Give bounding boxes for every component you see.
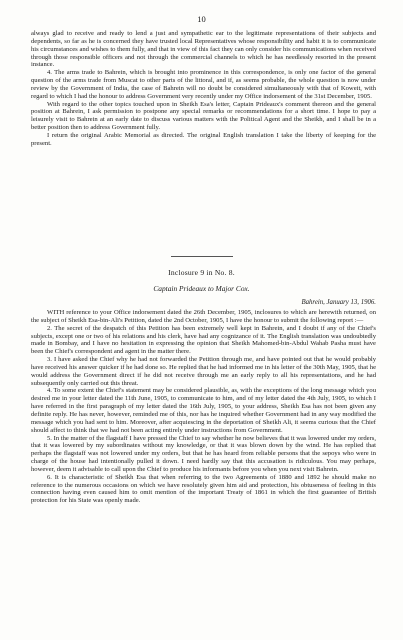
paragraph: 5. In the matter of the flagstaff I have pressed the Chief to say whether he now believes that it was lowered under my orders, that it was lowered by my subordinates without my knowledge, or that it was blown down by the wind. He has replied that perhaps the flagstaff was not lowered under my orders, but that he has heard from reliable persons that the sepoys who were in charge of the house had intentionally pulled it down. I need hardly say that this accusation is ridiculous. You may perhaps, however, deem it advisable to call upon the Chief to produce his informants before you when you next visit Bahrein.: [31, 434, 376, 473]
letter-dateline: Bahrein, January 13, 1906.: [301, 299, 376, 306]
paragraph: 4. To some extent the Chief's statement may be considered plausible, as, with the exceptions of the long message which you desired me in your letter dated the 11th June, 1905, to communicate to him, and of my letter dated the 4th July, 1905, to which I have referred in the first paragraph of my letter dated the 16th July, 1905, to your address, Sheikh Esa has not been given any definite reply. He has never, however, reminded me of this, nor has he inquired whether Government had in any way modified the message which you had sent to him. Moreover, after acquiescing in the deportation of Sheikh Ali, it seems curious that the Chief should affect to think that we had not been acting entirely under instructions from Government.: [31, 387, 376, 434]
section-divider: [171, 256, 233, 257]
letter-subheading: Captain Prideaux to Major Cox.: [153, 284, 250, 293]
paragraph: always glad to receive and ready to lend a just and sympathetic ear to the legitimate representations of their subjects and dependents, so far as he is concerned they have trusted local Representatives whose responsibility and habit it is to communicate his circumstances and wishes to them fully, and that in view of this fact they can only consider his communications when received through those responsible officers and not through the commercial channels to which he has needlessly resorted in the present instance.: [31, 30, 376, 69]
paragraph: With regard to the other topics touched upon in Sheikh Esa's letter, Captain Prideaux's comment thereon and the general position at Bahrein, I ask permission to postpone any special remarks or recommendations for a short time. I hope to pay a leisurely visit to Bahrein at an early date to discuss various matters with the Political Agent and the Sheikh, and I shall be in a better position then to address Government fully.: [31, 100, 376, 132]
paragraph: 6. It is characteristic of Sheikh Esa that when referring to the two Agreements of 1880 and 1892 he should make no reference to the numerous occasions on which we have resolutely given him aid and protection, his obtuseness of feeling in this connection having even caused him to omit mention of the important Treaty of 1861 in which the first guarantee of British protection for his State was openly made.: [31, 473, 376, 505]
paragraph: I return the original Arabic Memorial as directed. The original English translation I take the liberty of keeping for the present.: [31, 131, 376, 147]
letter-body: [31, 309, 376, 505]
page-number: 10: [197, 14, 206, 24]
paragraph: 2. The secret of the despatch of this Petition has been extremely well kept in Bahrein, and I doubt if any of the Chief's subjects, except one or two of his relations and his clerk, have had any cognizance of it. The English translation was undoubtedly made in Bombay, and I have no hesitation in expressing the opinion that Sheikh Mahomed-bin-Abdul Wahab Pasha must have been the Chief's correspondent and agent in the matter there.: [31, 324, 376, 356]
paragraph: WITH reference to your Office indorsement dated the 26th December, 1905, inclosures to which are herewith returned, on the subject of Sheikh Esa-bin-Ali's Petition, dated the 2nd October, 1905, I have the honour to submit the following report :—: [31, 309, 376, 324]
paragraph: 4. The arms trade to Bahrein, which is brought into prominence in this correspondence, is only one factor of the general question of the arms trade from Muscat to other parts of the littoral, and if, as seems probable, the whole question is now under review by the Government of India, the case of Bahrein will no doubt be considered simultaneously with that of Koweit, with regard to which I had the honour to address Government very recently under my Office indorsement of the 31st December, 1905.: [31, 69, 376, 100]
paragraph: 3. I have asked the Chief why he had not forwarded the Petition through me, and have pointed out that he would probably have received his answer quicker if he had done so. He replied that he had informed me in his letter of the 30th May, 1905, that he would address the Government direct if he did not receive through me an early reply to all his representations, and he had subsequently only carried out this threat.: [31, 356, 376, 387]
top-section: [31, 30, 376, 148]
inclosure-heading: Inclosure 9 in No. 8.: [168, 268, 235, 277]
